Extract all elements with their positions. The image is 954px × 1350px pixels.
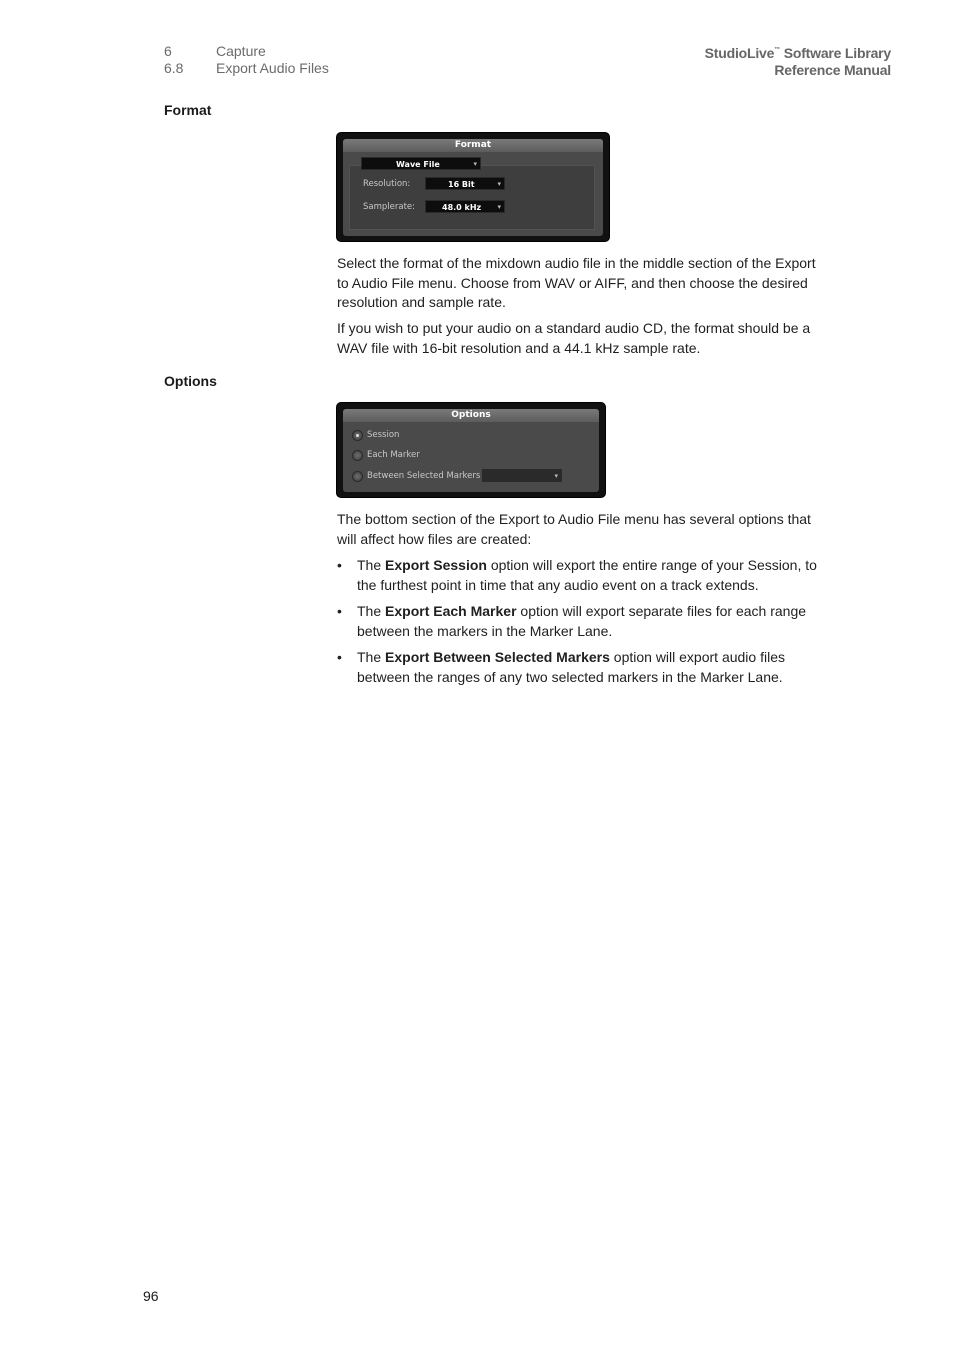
chevron-down-icon: ▾ [554,472,558,480]
between-markers-option-label: Between Selected Markers [367,471,481,481]
options-heading: Options [164,373,217,389]
running-header-right [705,42,891,79]
each-marker-radio[interactable] [352,450,363,461]
session-option-label: Session [367,430,400,440]
list-item: • The Export Between Selected Markers option will export audio files between the ranges of any two selected markers in the Marker Lane. [337,649,785,685]
page-number: 96 [143,1288,159,1304]
each-marker-option-label: Each Marker [367,450,420,460]
options-panel-title: Options [343,409,599,422]
samplerate-dropdown[interactable]: 48.0 kHz ▾ [425,200,505,213]
marker-range-dropdown[interactable] [482,469,562,482]
section-number: 6.8 [164,60,184,76]
chevron-down-icon: ▾ [473,160,477,168]
section-title: Export Audio Files [216,60,329,76]
options-description: The bottom section of the Export to Audio File menu has several options that will affect how files are created: [337,511,811,547]
options-panel-screenshot [337,403,605,497]
format-cd-note: If you wish to put your audio on a standard audio CD, the format should be a WAV file with 16-bit resolution and a 44.1 kHz sample rate. [337,320,811,356]
format-heading: Format [164,102,212,118]
list-item: • The Export Each Marker option will export separate files for each range between the markers in the Marker Lane. [337,603,807,639]
format-settings-box [349,165,595,230]
chapter-number: 6 [164,43,172,59]
list-item: • The Export Session option will export the entire range of your Session, to the furthest point in time that any audio event on a track extends. [337,557,817,593]
format-panel-title: Format [343,139,603,152]
format-panel-screenshot [337,133,609,241]
resolution-dropdown[interactable]: 16 Bit ▾ [425,177,505,190]
chevron-down-icon: ▾ [497,180,501,188]
chapter-title: Capture [216,43,266,59]
bullet-icon: • [337,603,342,619]
between-markers-radio[interactable] [352,471,363,482]
manual-title: StudioLive™ Software Library [704,45,891,61]
bullet-icon: • [337,557,342,573]
file-type-dropdown[interactable]: Wave File ▾ [361,157,481,170]
format-description: Select the format of the mixdown audio file in the middle section of the Export to Audio File menu. Choose from WAV or AIFF, and then choose the desired resolution and sample rate. [337,255,816,310]
trademark-symbol: ™ [774,47,781,53]
session-radio[interactable] [352,430,363,441]
options-bullet-list [337,556,827,694]
running-header-left [164,43,329,77]
resolution-label: Resolution: [363,179,411,189]
manual-subtitle: Reference Manual [774,62,891,78]
bullet-icon: • [337,649,342,665]
chevron-down-icon: ▾ [497,203,501,211]
samplerate-label: Samplerate: [363,202,416,212]
